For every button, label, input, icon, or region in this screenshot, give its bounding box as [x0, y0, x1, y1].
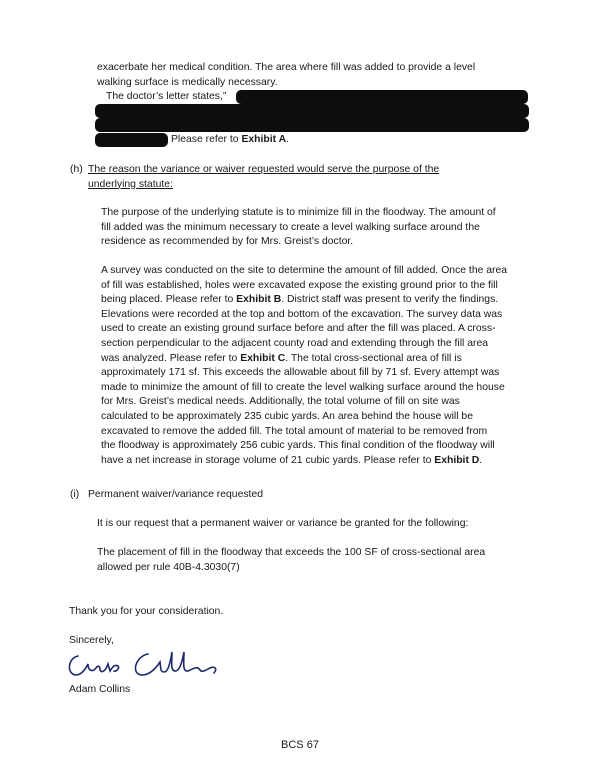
doctor-quote-prefix: The doctor’s letter states,” [106, 91, 227, 102]
top-paragraph [97, 61, 475, 90]
signer-name: Adam Collins [69, 684, 131, 695]
section-h-paragraph-2: A survey was conducted on the site to determine the amount of fill added. Once the area of fill was established, holes were excavated expose the existing ground prior to the fill being placed. Please refer to Exhibit B. District staff was present to verify the findings. Elevations were recorded at the top and bottom of the excavation. The survey data was used to create an existing ground surface before and after the fill was placed. A cross- section perpendicular to the adjacent county road and extending through the fill area was analyzed. Please refer to Exhibit C. The total cross-sectional area of fill is approximately 171 sf. This exceeds the allowable about fill by 71 sf. Every attempt was made to minimize the amount of fill to create the level walking surface around the house for Mrs. Greist’s medical needs. Additionally, the total volume of fill on site was calculated to be approximately 235 cubic yards. An area behind the house will be excavated to remove the added fill. The total amount of material to be removed from the floodway is approximately 256 cubic yards. This final condition of the floodway will have a net increase in storage volume of 21 cubic yards. Please refer to Exhibit D. [101, 265, 508, 466]
signature-image [64, 644, 224, 684]
redaction-block-2 [95, 104, 529, 118]
section-i-paragraph-2: The placement of fill in the floodway that exceeds the 100 SF of cross-sectional area allowed per rule 40B-4.3030(7) [97, 547, 486, 573]
exhibit-b-label: Exhibit B [236, 294, 282, 306]
section-h-heading: The reason the variance or waiver requested would serve the purpose of the underlying statute: [88, 164, 440, 190]
exhibit-a-label: Exhibit A [241, 134, 287, 145]
page-footer-label: BCS 67 [281, 739, 319, 751]
section-i-heading: Permanent waiver/variance requested [88, 489, 264, 500]
section-i-paragraph-1: It is our request that a permanent waiver or variance be granted for the following: [97, 518, 469, 529]
redaction-block-1 [236, 90, 528, 104]
exhibit-a-reference: Please refer to Exhibit A. [171, 134, 290, 145]
exhibit-d-label: Exhibit D [434, 454, 480, 466]
top-line-2: walking surface is medically necessary. [97, 76, 278, 88]
redaction-block-4 [95, 133, 168, 147]
doctor-quote-line [106, 90, 226, 105]
section-h-marker: (h) [70, 164, 83, 175]
section-h-paragraph-1: The purpose of the underlying statute is to minimize fill in the floodway. The amount of fill added was the minimum necessary to create a level walking surface around the residence as recommended by for Mrs. Greist’s doctor. [101, 207, 496, 248]
top-line-1: exacerbate her medical condition. The area where fill was added to provide a level [97, 62, 476, 73]
section-i-marker: (i) [70, 489, 80, 500]
closing-sincerely: Sincerely, [69, 635, 114, 646]
closing-thanks: Thank you for your consideration. [69, 606, 224, 617]
exhibit-c-label: Exhibit C [240, 352, 286, 364]
redaction-block-3 [95, 118, 529, 132]
